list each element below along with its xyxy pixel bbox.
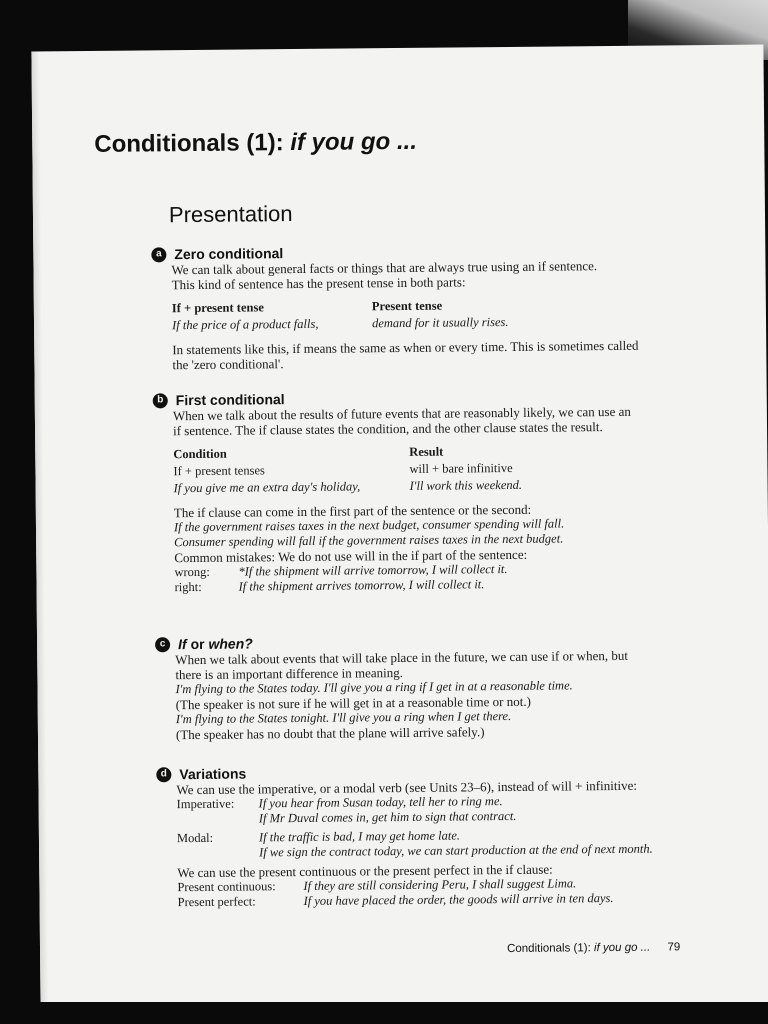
intro-line: there is an important difference in meaning. bbox=[175, 664, 404, 683]
page-number: 79 bbox=[667, 941, 681, 954]
unit-title-keyword: if you go ... bbox=[290, 127, 418, 157]
present-continuous-example: If they are still considering Peru, I shall suggest Lima. bbox=[303, 876, 577, 893]
example-clause: I'll work this weekend. bbox=[409, 477, 523, 493]
col-head: Result bbox=[409, 444, 444, 459]
intro-line: When we talk about the results of future events that are reasonably likely, we can use an bbox=[172, 403, 631, 424]
intro-line: if sentence. The if clause states the condition, and the other clause states the result. bbox=[172, 419, 603, 439]
section-badge: b bbox=[153, 393, 168, 408]
modal-label: Modal: bbox=[176, 830, 214, 846]
book-page bbox=[31, 45, 768, 1012]
section-badge: a bbox=[151, 247, 166, 262]
unit-title-main: Conditionals (1): bbox=[94, 129, 291, 158]
section-title bbox=[178, 635, 253, 652]
section-title: Variations bbox=[179, 765, 247, 783]
imperative-example: If you hear from Susan today, tell her to ring me. bbox=[258, 794, 503, 811]
imperative-example: If Mr Duval comes in, get him to sign that contract. bbox=[258, 808, 517, 826]
title-or: or bbox=[186, 635, 209, 653]
note-line: In statements like this, if means the same as when or every time. This is sometimes called bbox=[172, 337, 639, 358]
note-line: Common mistakes: We do not use will in the if part of the sentence: bbox=[174, 546, 528, 566]
present-perfect-example: If you have placed the order, the goods will arrive in ten days. bbox=[303, 890, 614, 908]
example-note: (The speaker is not sure if he will get in at a reasonable time or not.) bbox=[175, 693, 531, 713]
section-variations bbox=[156, 761, 717, 910]
note-line: We can use the present continuous or the present perfect in the if clause: bbox=[177, 861, 553, 881]
col-head: If + present tense bbox=[171, 300, 264, 316]
intro-line: We can use the imperative, or a modal verb (see Units 23–6), instead of will + infinitive: bbox=[176, 777, 637, 798]
title-if: If bbox=[178, 636, 187, 653]
example-sentence: Consumer spending will fall if the government raises taxes in the next budget. bbox=[174, 531, 564, 550]
note-line: the 'zero conditional'. bbox=[172, 356, 284, 373]
section-if-or-when bbox=[155, 631, 696, 742]
title-when: when? bbox=[208, 635, 253, 652]
rule-clause: If + present tenses bbox=[173, 463, 265, 479]
wrong-label: wrong: bbox=[174, 564, 210, 580]
section-title: Zero conditional bbox=[174, 245, 284, 263]
page-binding-edge bbox=[31, 51, 48, 1011]
intro-line: This kind of sentence has the present tense in both parts: bbox=[171, 274, 466, 293]
imperative-label: Imperative: bbox=[176, 796, 235, 812]
col-head: Present tense bbox=[371, 298, 443, 314]
example-sentence: I'm flying to the States tonight. I'll give you a ring when I get there. bbox=[175, 708, 512, 727]
section-heading: Presentation bbox=[168, 201, 293, 228]
example-note: (The speaker has no doubt that the plane will arrive safely.) bbox=[175, 724, 485, 743]
note-line: The if clause can come in the first part of the sentence or the second: bbox=[173, 501, 532, 521]
footer-keyword: if you go ... bbox=[593, 941, 651, 955]
example-sentence: If the government raises taxes in the next budget, consumer spending will fall. bbox=[173, 516, 565, 535]
example-clause: demand for it usually rises. bbox=[371, 314, 509, 331]
right-label: right: bbox=[174, 579, 202, 595]
intro-line: We can talk about general facts or things that are always true using an if sentence. bbox=[171, 258, 598, 278]
section-first-conditional bbox=[153, 387, 695, 595]
col-head: Condition bbox=[173, 446, 227, 462]
right-example: If the shipment arrives tomorrow, I will collect it. bbox=[238, 577, 485, 594]
section-badge: c bbox=[155, 637, 170, 652]
example-clause: If you give me an extra day's holiday, bbox=[173, 479, 361, 496]
example-sentence: I'm flying to the States today. I'll give you a ring if I get in at a reasonable time. bbox=[175, 678, 573, 697]
rule-clause: will + bare infinitive bbox=[409, 460, 513, 476]
modal-example: If we sign the contract today, we can start production at the end of next month. bbox=[259, 841, 653, 860]
modal-example: If the traffic is bad, I may get home late. bbox=[258, 828, 461, 845]
unit-title bbox=[94, 128, 417, 159]
scan-bottom-shadow bbox=[0, 1002, 768, 1024]
section-zero-conditional bbox=[151, 241, 692, 372]
wrong-example: *If the shipment will arrive tomorrow, I will collect it. bbox=[238, 561, 508, 579]
intro-line: When we talk about events that will take place in the future, we can use if or when, but bbox=[175, 647, 628, 668]
section-badge: d bbox=[156, 767, 171, 782]
page-footer bbox=[507, 941, 680, 955]
present-perfect-label: Present perfect: bbox=[177, 894, 256, 910]
present-continuous-label: Present continuous: bbox=[177, 879, 276, 895]
section-title: First conditional bbox=[175, 391, 285, 409]
example-clause: If the price of a product falls, bbox=[171, 316, 319, 333]
footer-title: Conditionals (1): bbox=[506, 942, 595, 956]
